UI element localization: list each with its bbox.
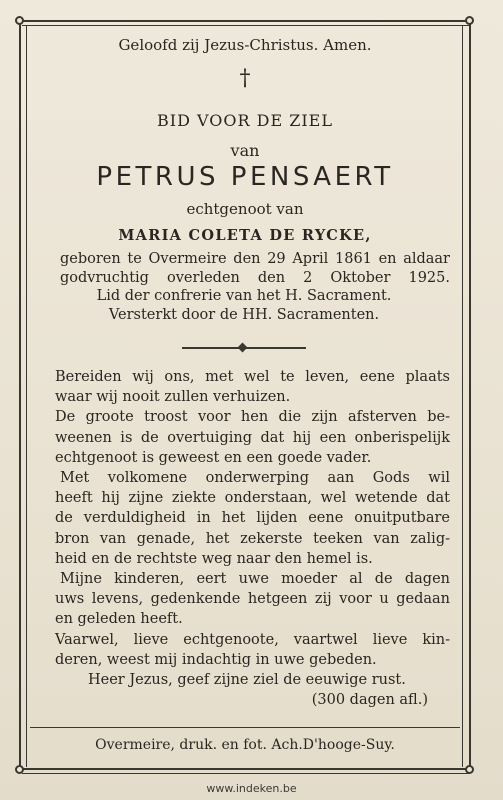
heading: BID VOOR DE ZIEL bbox=[157, 111, 333, 130]
text-line: De groote troost voor hen die zijn afsterven be- bbox=[55, 409, 450, 426]
text-line: Heer Jezus, geef zijne ziel de eeuwige rust. bbox=[88, 672, 406, 689]
text-line: Mijne kinderen, eert uwe moeder al de dagen bbox=[60, 571, 450, 588]
deceased-name: PETRUS PENSAERT bbox=[96, 162, 394, 192]
text-line: deren, weest mij indachtig in uwe gebeden. bbox=[55, 651, 377, 668]
corner-ornament bbox=[465, 16, 474, 25]
corner-ornament bbox=[465, 765, 474, 774]
printer-credit: Overmeire, druk. en fot. Ach.D'hooge-Suy. bbox=[95, 737, 395, 753]
text-line: echtgenoot is geweest en een goede vader. bbox=[55, 449, 372, 466]
watermark-url: www.indeken.be bbox=[206, 782, 297, 795]
prayer-text bbox=[55, 367, 450, 710]
corner-ornament bbox=[15, 16, 24, 25]
frame-border-bottom-inner bbox=[22, 773, 469, 774]
frame-border-left bbox=[19, 20, 21, 771]
text-line: uws levens, gedenkende hetgeen zij voor u gedaan bbox=[55, 591, 450, 608]
bio-line: godvruchtig overleden den 2 Oktober 1925. bbox=[60, 269, 450, 286]
bio-line: Versterkt door de HH. Sacramenten. bbox=[108, 306, 380, 323]
text-line: en geleden heeft. bbox=[55, 611, 183, 628]
footer-divider bbox=[30, 727, 460, 728]
frame-border-left-inner bbox=[26, 26, 27, 767]
frame-border-bottom bbox=[22, 768, 469, 770]
indulgence-note: (300 dagen afl.) bbox=[311, 692, 428, 709]
text-line: waar wij nooit zullen verhuizen. bbox=[55, 389, 291, 406]
bio-line: geboren te Overmeire den 29 April 1861 en aldaar bbox=[60, 251, 450, 267]
spouse-label: echtgenoot van bbox=[186, 200, 304, 218]
text-line: bron van genade, het zekerste teeken van zalig- bbox=[55, 530, 450, 547]
text-line: Bereiden wij ons, met wel te leven, eene plaats bbox=[55, 369, 450, 385]
frame-border-top bbox=[22, 20, 469, 22]
van-label: van bbox=[230, 141, 260, 160]
spouse-name: MARIA COLETA DE RYCKE, bbox=[118, 227, 372, 244]
text-line: Met volkomene onderwerping aan Gods wil bbox=[60, 470, 450, 487]
biography bbox=[60, 250, 450, 324]
text-line: de verduldigheid in het lijden eene onuitputbare bbox=[55, 510, 450, 527]
frame-border-right bbox=[469, 20, 471, 771]
text-line: heid en de rechtste weg naar den hemel is. bbox=[55, 550, 373, 567]
frame-border-top-inner bbox=[22, 25, 469, 26]
bio-line: Lid der confrerie van het H. Sacrament. bbox=[96, 288, 392, 304]
text-line: weenen is de overtuiging dat hij een onberispelijk bbox=[55, 429, 450, 446]
cross-icon: † bbox=[239, 66, 251, 91]
frame-border-right-inner bbox=[462, 26, 463, 767]
motto: Geloofd zij Jezus-Christus. Amen. bbox=[118, 36, 372, 54]
corner-ornament bbox=[15, 765, 24, 774]
diamond-ornament-icon bbox=[238, 343, 248, 353]
text-line: Vaarwel, lieve echtgenoote, vaartwel lieve kin- bbox=[55, 631, 450, 648]
text-line: heeft hij zijne ziekte onderstaan, wel wetende dat bbox=[55, 490, 450, 507]
